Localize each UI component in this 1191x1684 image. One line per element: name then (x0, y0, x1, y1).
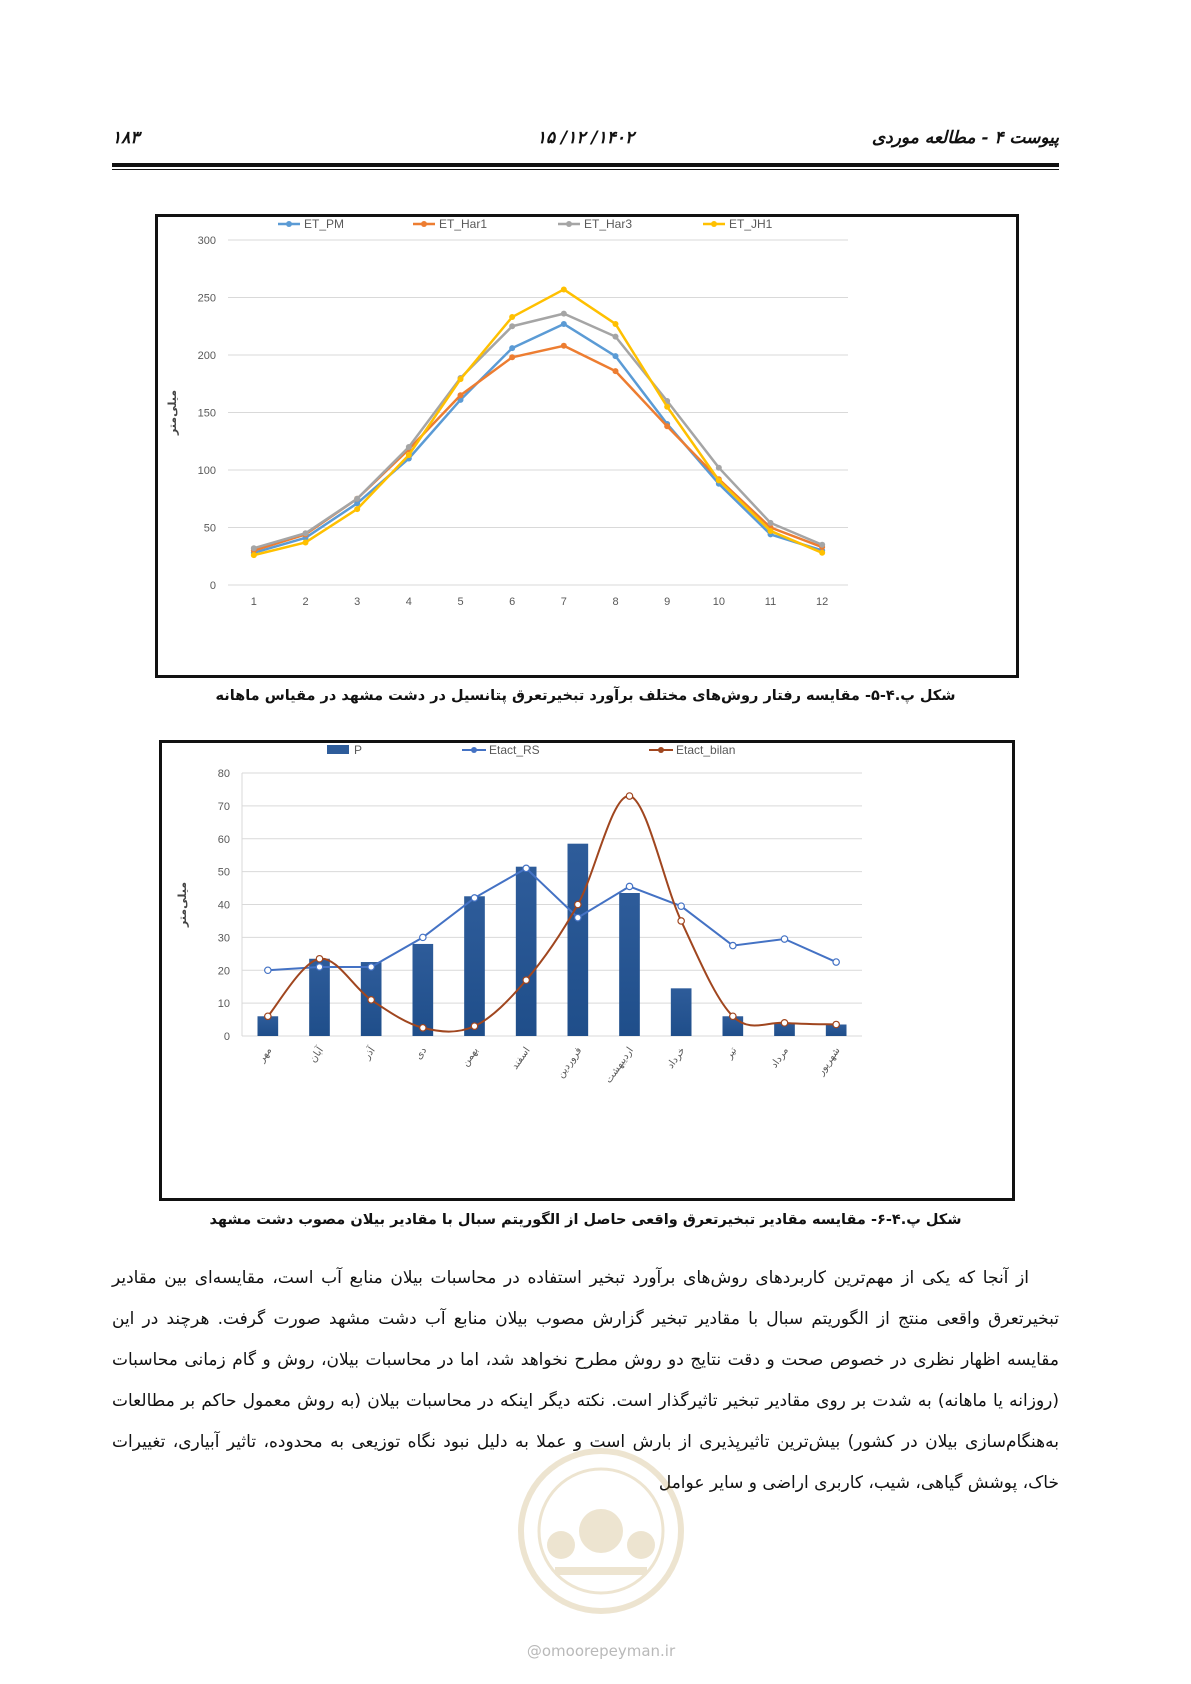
figure-1-chart (155, 214, 1019, 678)
data-point-ET_PM (561, 321, 567, 327)
body-paragraph: از آنجا که یکی از مهم‌ترین کاربردهای روش‌های برآورد تبخیر استفاده در محاسبات بیلان منابع آب است، مقایسه‌ای بین مقادیر تبخیرتعرق واقعی منتج از الگوریتم سبال با مقادیر تبخیر گزارش مصوب بیلان منابع آب دشت مشهد صورت گرفت. هرچند در این مقایسه اظهار نظری در خصوص صحت و دقت نتایج دو روش مطرح نخواهد شد، اما در محاسبات بیلان، روش و گام زمانی محاسبات (روزانه یا ماهانه) به شدت بر روی مقادیر تبخیر تاثیرگذار است. نکته دیگر اینکه در محاسبات بیلان (به روش معمول حاکم بر مطالعات به‌هنگام‌سازی بیلان در کشور) بیش‌ترین تاثیرپذیری از بارش است و عملا به دلیل نبود نگاه توزیعی به محدوده، تاثیر آبیاری، تغییرات خاک، پوشش گیاهی، شیب، کاربری اراضی و سایر عوامل (112, 1268, 1059, 1493)
data-point-Etact_RS (523, 865, 529, 871)
data-point-Etact_RS (833, 959, 839, 965)
data-point-Etact_bilan (420, 1025, 426, 1031)
y-tick-label: 50 (217, 866, 230, 879)
data-point-ET_Har3 (354, 496, 360, 502)
y-tick-label: 80 (217, 768, 230, 780)
legend-label: ET_Har1 (439, 217, 488, 231)
data-point-ET_PM (509, 345, 515, 351)
y-tick-label: 0 (223, 1031, 230, 1043)
data-point-Etact_bilan (523, 977, 529, 983)
data-point-ET_JH1 (613, 321, 619, 327)
data-point-ET_JH1 (406, 452, 412, 458)
data-point-ET_Har1 (664, 423, 670, 429)
figure-2-caption: شکل پ.۴-۶- مقایسه مقادیر تبخیرتعرق واقعی حاصل از الگوریتم سبال با مقادیر بیلان مصوب دشت مشهد (209, 1212, 962, 1228)
data-point-ET_Har3 (251, 545, 257, 551)
legend-marker (286, 221, 292, 227)
series-line-ET_PM (254, 324, 822, 553)
data-point-ET_JH1 (354, 506, 360, 512)
data-point-Etact_bilan (265, 1013, 271, 1019)
x-tick-label: 3 (354, 596, 361, 608)
y-tick-label: 0 (209, 580, 216, 592)
x-tick-label: بهمن (460, 1045, 481, 1069)
x-tick-label: اردیبهشت (603, 1045, 636, 1086)
x-tick-label: 12 (816, 596, 829, 608)
data-point-Etact_bilan (368, 997, 374, 1003)
x-tick-label: 6 (509, 596, 516, 608)
data-point-Etact_RS (626, 883, 632, 889)
data-point-ET_Har3 (716, 465, 722, 471)
x-tick-label: آذر (361, 1045, 378, 1062)
legend-marker (421, 221, 427, 227)
data-point-ET_Har1 (458, 392, 464, 398)
x-tick-label: 8 (612, 596, 619, 608)
x-tick-label: دی (413, 1045, 430, 1062)
data-point-ET_JH1 (509, 314, 515, 320)
series-line-Etact_bilan (268, 796, 836, 1032)
bar-P (413, 944, 434, 1036)
watermark-text: @omoorepeyman.ir (526, 1642, 676, 1660)
bar-P (568, 844, 589, 1036)
data-point-ET_Har3 (406, 444, 412, 450)
data-point-ET_Har3 (509, 323, 515, 329)
header-rule-thick (112, 163, 1059, 167)
legend-marker (471, 747, 477, 753)
legend-label: Etact_bilan (676, 743, 736, 757)
data-point-ET_JH1 (716, 477, 722, 483)
x-tick-label: 4 (405, 596, 412, 608)
data-point-Etact_RS (781, 936, 787, 942)
data-point-ET_Har3 (819, 542, 825, 548)
legend-swatch (327, 745, 349, 754)
y-tick-label: 30 (217, 932, 230, 945)
watermark-seal-icon (515, 1445, 687, 1617)
y-tick-label: 200 (197, 350, 216, 362)
data-point-ET_JH1 (251, 552, 257, 558)
data-point-ET_Har1 (613, 368, 619, 374)
header-rule-thin (112, 169, 1059, 170)
legend-marker (711, 221, 717, 227)
x-tick-label: 9 (664, 596, 671, 608)
x-tick-label: شهریور (815, 1045, 843, 1078)
data-point-ET_Har1 (509, 354, 515, 360)
x-tick-label: 7 (560, 596, 567, 608)
legend-label: ET_PM (304, 217, 345, 231)
y-axis-label: میلی‌متر (176, 881, 189, 928)
data-point-Etact_bilan (781, 1020, 787, 1026)
x-tick-label: خرداد (665, 1045, 688, 1071)
data-point-ET_JH1 (819, 550, 825, 556)
data-point-ET_Har1 (561, 343, 567, 349)
data-point-Etact_RS (316, 964, 322, 970)
x-tick-label: 5 (457, 596, 464, 608)
page-number: ۱۸۳ (112, 128, 140, 148)
y-tick-label: 50 (203, 522, 216, 535)
data-point-ET_Har3 (768, 520, 774, 526)
data-point-Etact_bilan (626, 793, 632, 799)
x-tick-label: مرداد (769, 1045, 791, 1071)
series-line-ET_Har3 (254, 314, 822, 549)
data-point-ET_Har3 (613, 334, 619, 340)
series-line-Etact_RS (268, 868, 836, 970)
header-date: ۱۴۰۲/ ۱۲/ ۱۵ (536, 128, 635, 148)
data-point-Etact_bilan (316, 956, 322, 962)
x-tick-label: 1 (250, 596, 257, 608)
y-tick-label: 10 (217, 998, 230, 1011)
data-point-Etact_RS (471, 895, 477, 901)
y-tick-label: 150 (197, 407, 216, 420)
data-point-ET_JH1 (664, 404, 670, 410)
data-point-Etact_bilan (833, 1021, 839, 1027)
figure-1-caption: شکل پ.۴-۵- مقایسه رفتار روش‌های مختلف برآورد تبخیرتعرق پتانسیل در دشت مشهد در مقیاس ماهانه (215, 688, 956, 704)
data-point-Etact_RS (420, 934, 426, 940)
y-tick-label: 70 (217, 800, 230, 813)
data-point-ET_JH1 (303, 539, 309, 545)
legend-label: ET_Har3 (584, 217, 633, 231)
x-tick-label: مهر (256, 1045, 275, 1065)
bar-P (619, 893, 640, 1036)
y-tick-label: 300 (197, 235, 216, 247)
bar-P (464, 896, 485, 1036)
header-section-title: پیوست ۴ - مطالعه موردی (871, 128, 1059, 148)
figure-2-svg (162, 743, 1012, 1198)
page-header (112, 128, 1059, 154)
data-point-Etact_RS (575, 914, 581, 920)
data-point-ET_PM (613, 353, 619, 359)
data-point-Etact_bilan (471, 1023, 477, 1029)
x-tick-label: 11 (764, 596, 777, 608)
legend-marker (658, 747, 664, 753)
figure-2-chart (159, 740, 1015, 1201)
y-tick-label: 250 (197, 292, 216, 305)
x-tick-label: آبان (307, 1045, 326, 1065)
legend-label: ET_JH1 (729, 217, 773, 231)
y-tick-label: 100 (197, 465, 216, 477)
data-point-Etact_bilan (678, 918, 684, 924)
data-point-ET_JH1 (561, 286, 567, 292)
data-point-Etact_bilan (730, 1013, 736, 1019)
legend-label: Etact_RS (489, 743, 540, 757)
figure-1-svg (158, 217, 1016, 675)
bar-P (516, 867, 537, 1036)
y-tick-label: 40 (217, 899, 230, 912)
data-point-ET_JH1 (458, 376, 464, 382)
legend-label: P (354, 743, 363, 757)
data-point-Etact_RS (265, 967, 271, 973)
data-point-Etact_RS (368, 964, 374, 970)
x-tick-label: فروردین (555, 1045, 585, 1081)
data-point-Etact_RS (678, 903, 684, 909)
y-axis-label: میلی‌متر (166, 389, 179, 436)
data-point-ET_Har3 (303, 530, 309, 536)
legend-marker (566, 221, 572, 227)
x-tick-label: اسفند (509, 1045, 533, 1072)
y-tick-label: 60 (217, 833, 230, 846)
bar-P (671, 988, 692, 1036)
y-tick-label: 20 (217, 965, 230, 978)
data-point-Etact_RS (730, 942, 736, 948)
x-tick-label: تیر (723, 1045, 740, 1062)
data-point-Etact_bilan (575, 901, 581, 907)
x-tick-label: 2 (302, 596, 309, 608)
x-tick-label: 10 (712, 596, 725, 608)
data-point-ET_Har3 (561, 311, 567, 317)
data-point-ET_JH1 (768, 528, 774, 534)
